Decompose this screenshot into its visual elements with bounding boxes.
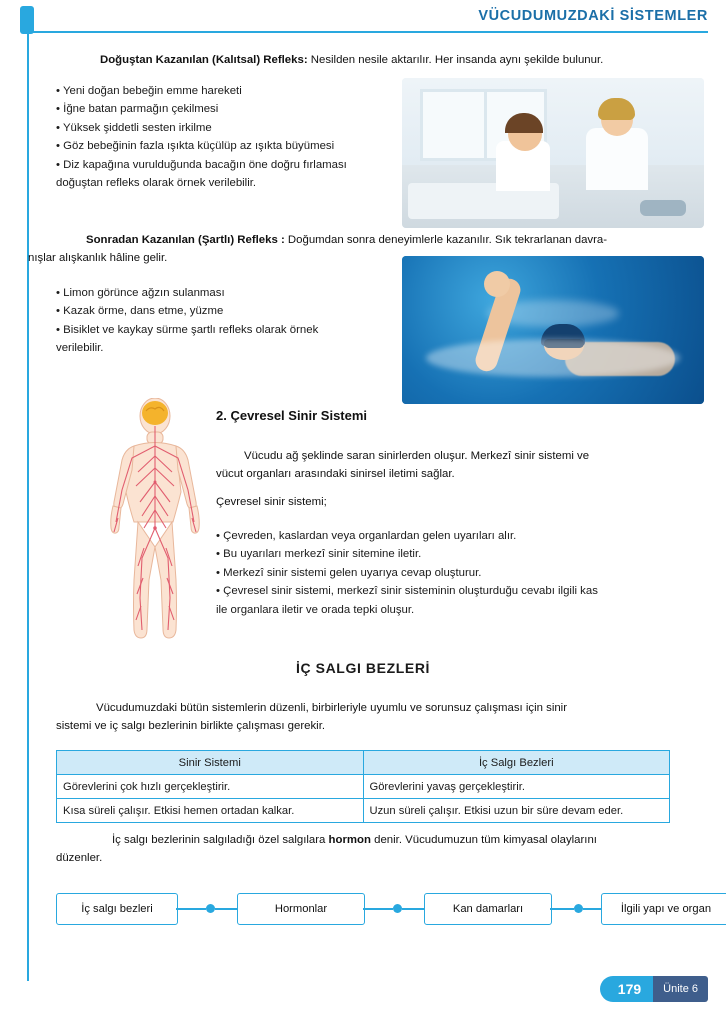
- header-divider: [28, 31, 708, 33]
- nervous-system-figure: [96, 398, 214, 642]
- hormone-note-part1: İç salgı bezlerinin salgıladığı özel salgılara: [112, 834, 329, 846]
- table-row: [57, 799, 670, 823]
- list-item: • Bu uyarıları merkezî sinir sitemine iletir.: [216, 548, 422, 561]
- flow-connector: [402, 908, 424, 910]
- flow-box-hormones: Hormonlar: [237, 893, 365, 925]
- list-item: • Çevreden, kaslardan veya organlardan gelen uyarıları alır.: [216, 530, 517, 542]
- hormone-note-part2: denir. Vücudumuzun tüm kimyasal olaylarını: [370, 834, 597, 846]
- table-header-row: [57, 751, 670, 775]
- table-cell: Görevlerini çok hızlı gerçekleştirir.: [57, 775, 364, 799]
- list-item: • Göz bebeğinin fazla ışıkta küçülüp az ışıkta büyümesi: [56, 140, 335, 153]
- page-number: 179: [600, 976, 653, 1002]
- list-item: ile organlara iletir ve orada tepki oluşur.: [216, 603, 415, 616]
- endocrine-para-line1: [56, 700, 676, 717]
- flow-box-blood-vessels: Kan damarları: [424, 893, 552, 925]
- flow-node-dot: [206, 904, 215, 913]
- photo-doctor-body: [586, 128, 648, 190]
- flow-box-target-organ: İlgili yapı ve organ: [601, 893, 726, 925]
- header-accent-tab: [20, 6, 34, 34]
- peripheral-para2: Çevresel sinir sistemi;: [216, 496, 327, 508]
- peripheral-para1-line2: vücut organları arasındaki sinirsel iletimi sağlar.: [216, 468, 455, 480]
- list-item: • Kazak örme, dans etme, yüzme: [56, 305, 224, 318]
- conditioned-reflex-lead-bold: Sonradan Kazanılan (Şartlı) Refleks :: [86, 234, 285, 246]
- innate-reflex-bullets: [56, 82, 396, 193]
- flow-box-endocrine-glands: İç salgı bezleri: [56, 893, 178, 925]
- hormone-flow-diagram: [56, 893, 712, 927]
- left-margin-rule: [27, 33, 29, 981]
- peripheral-para1-line1-text: Vücudu ağ şeklinde saran sinirlerden oluşur. Merkezî sinir sistemi ve: [244, 450, 590, 462]
- peripheral-section-heading: 2. Çevresel Sinir Sistemi: [216, 408, 368, 423]
- doctor-examining-child-photo: [402, 78, 704, 228]
- unit-label: Ünite 6: [653, 976, 708, 1002]
- list-item: • Limon görünce ağzın sulanması: [56, 287, 225, 299]
- conditioned-reflex-bullets: [56, 284, 386, 358]
- photo-swimmer-hand: [484, 271, 510, 297]
- list-item: • İğne batan parmağın çekilmesi: [56, 103, 219, 116]
- innate-reflex-lead: [56, 52, 676, 69]
- table-header-cell: Sinir Sistemi: [57, 751, 364, 775]
- endocrine-para-line1-text: Vücudumuzdaki bütün sistemlerin düzenli, birbirleriyle uyumlu ve sorunsuz çalışması için sinir: [96, 702, 568, 714]
- table-cell: Uzun süreli çalışır. Etkisi uzun bir süre devam eder.: [363, 799, 670, 823]
- photo-foam-front: [426, 339, 680, 377]
- page-header: [0, 0, 726, 40]
- page-footer: [600, 976, 708, 1002]
- innate-reflex-lead-bold: Doğuştan Kazanılan (Kalıtsal) Refleks:: [100, 54, 308, 66]
- conditioned-reflex-closing: verilebilir.: [56, 342, 104, 355]
- conditioned-reflex-lead-rest: Doğumdan sonra deneyimlerle kazanılır. Sık tekrarlanan davra-: [284, 234, 608, 246]
- table-cell: Kısa süreli çalışır. Etkisi hemen ortadan kalkar.: [57, 799, 364, 823]
- flow-node-dot: [393, 904, 402, 913]
- list-item: • Merkezî sinir sistemi gelen uyarıya cevap oluşturur.: [216, 566, 482, 579]
- table-row: [57, 775, 670, 799]
- table-header-cell: İç Salgı Bezleri: [363, 751, 670, 775]
- photo-stool: [640, 200, 686, 216]
- page-title: VÜCUDUMUZDAKİ SİSTEMLER: [478, 8, 708, 24]
- list-item: • Yeni doğan bebeğin emme hareketi: [56, 85, 242, 97]
- hormone-note-bold: hormon: [328, 834, 371, 846]
- flow-node-dot: [574, 904, 583, 913]
- conditioned-reflex-lead: [56, 232, 676, 249]
- endocrine-para-line2: sistemi ve iç salgı bezlerinin birlikte çalışması gerekir.: [56, 720, 326, 732]
- list-item: • Yüksek şiddetli sesten irkilme: [56, 121, 212, 134]
- peripheral-bullets: [216, 527, 682, 619]
- endocrine-section-heading: İÇ SALGI BEZLERİ: [295, 660, 431, 676]
- peripheral-para1-line1: [216, 448, 680, 465]
- hormone-note-line2: düzenler.: [56, 852, 103, 864]
- list-item: • Diz kapağına vurulduğunda bacağın öne doğru fırlaması: [56, 158, 347, 171]
- innate-reflex-closing: doğuştan refleks olarak örnek verilebilir.: [56, 177, 257, 190]
- list-item: • Çevresel sinir sistemi, merkezî sinir sisteminin oluşturduğu cevabı ilgili kas: [216, 585, 598, 598]
- innate-reflex-lead-rest: Nesilden nesile aktarılır. Her insanda aynı şekilde bulunur.: [307, 54, 604, 66]
- swimmer-photo: [402, 256, 704, 404]
- flow-connector: [363, 908, 393, 910]
- hormone-note-line1: [56, 832, 676, 849]
- comparison-table: [56, 750, 670, 823]
- table-cell: Görevlerini yavaş gerçekleştirir.: [363, 775, 670, 799]
- list-item: • Bisiklet ve kaykay sürme şartlı refleks olarak örnek: [56, 323, 319, 336]
- flow-connector: [583, 908, 601, 910]
- flow-connector: [176, 908, 206, 910]
- flow-connector: [215, 908, 237, 910]
- flow-connector: [550, 908, 574, 910]
- conditioned-reflex-lead-line2: nışlar alışkanlık hâline gelir.: [28, 252, 168, 264]
